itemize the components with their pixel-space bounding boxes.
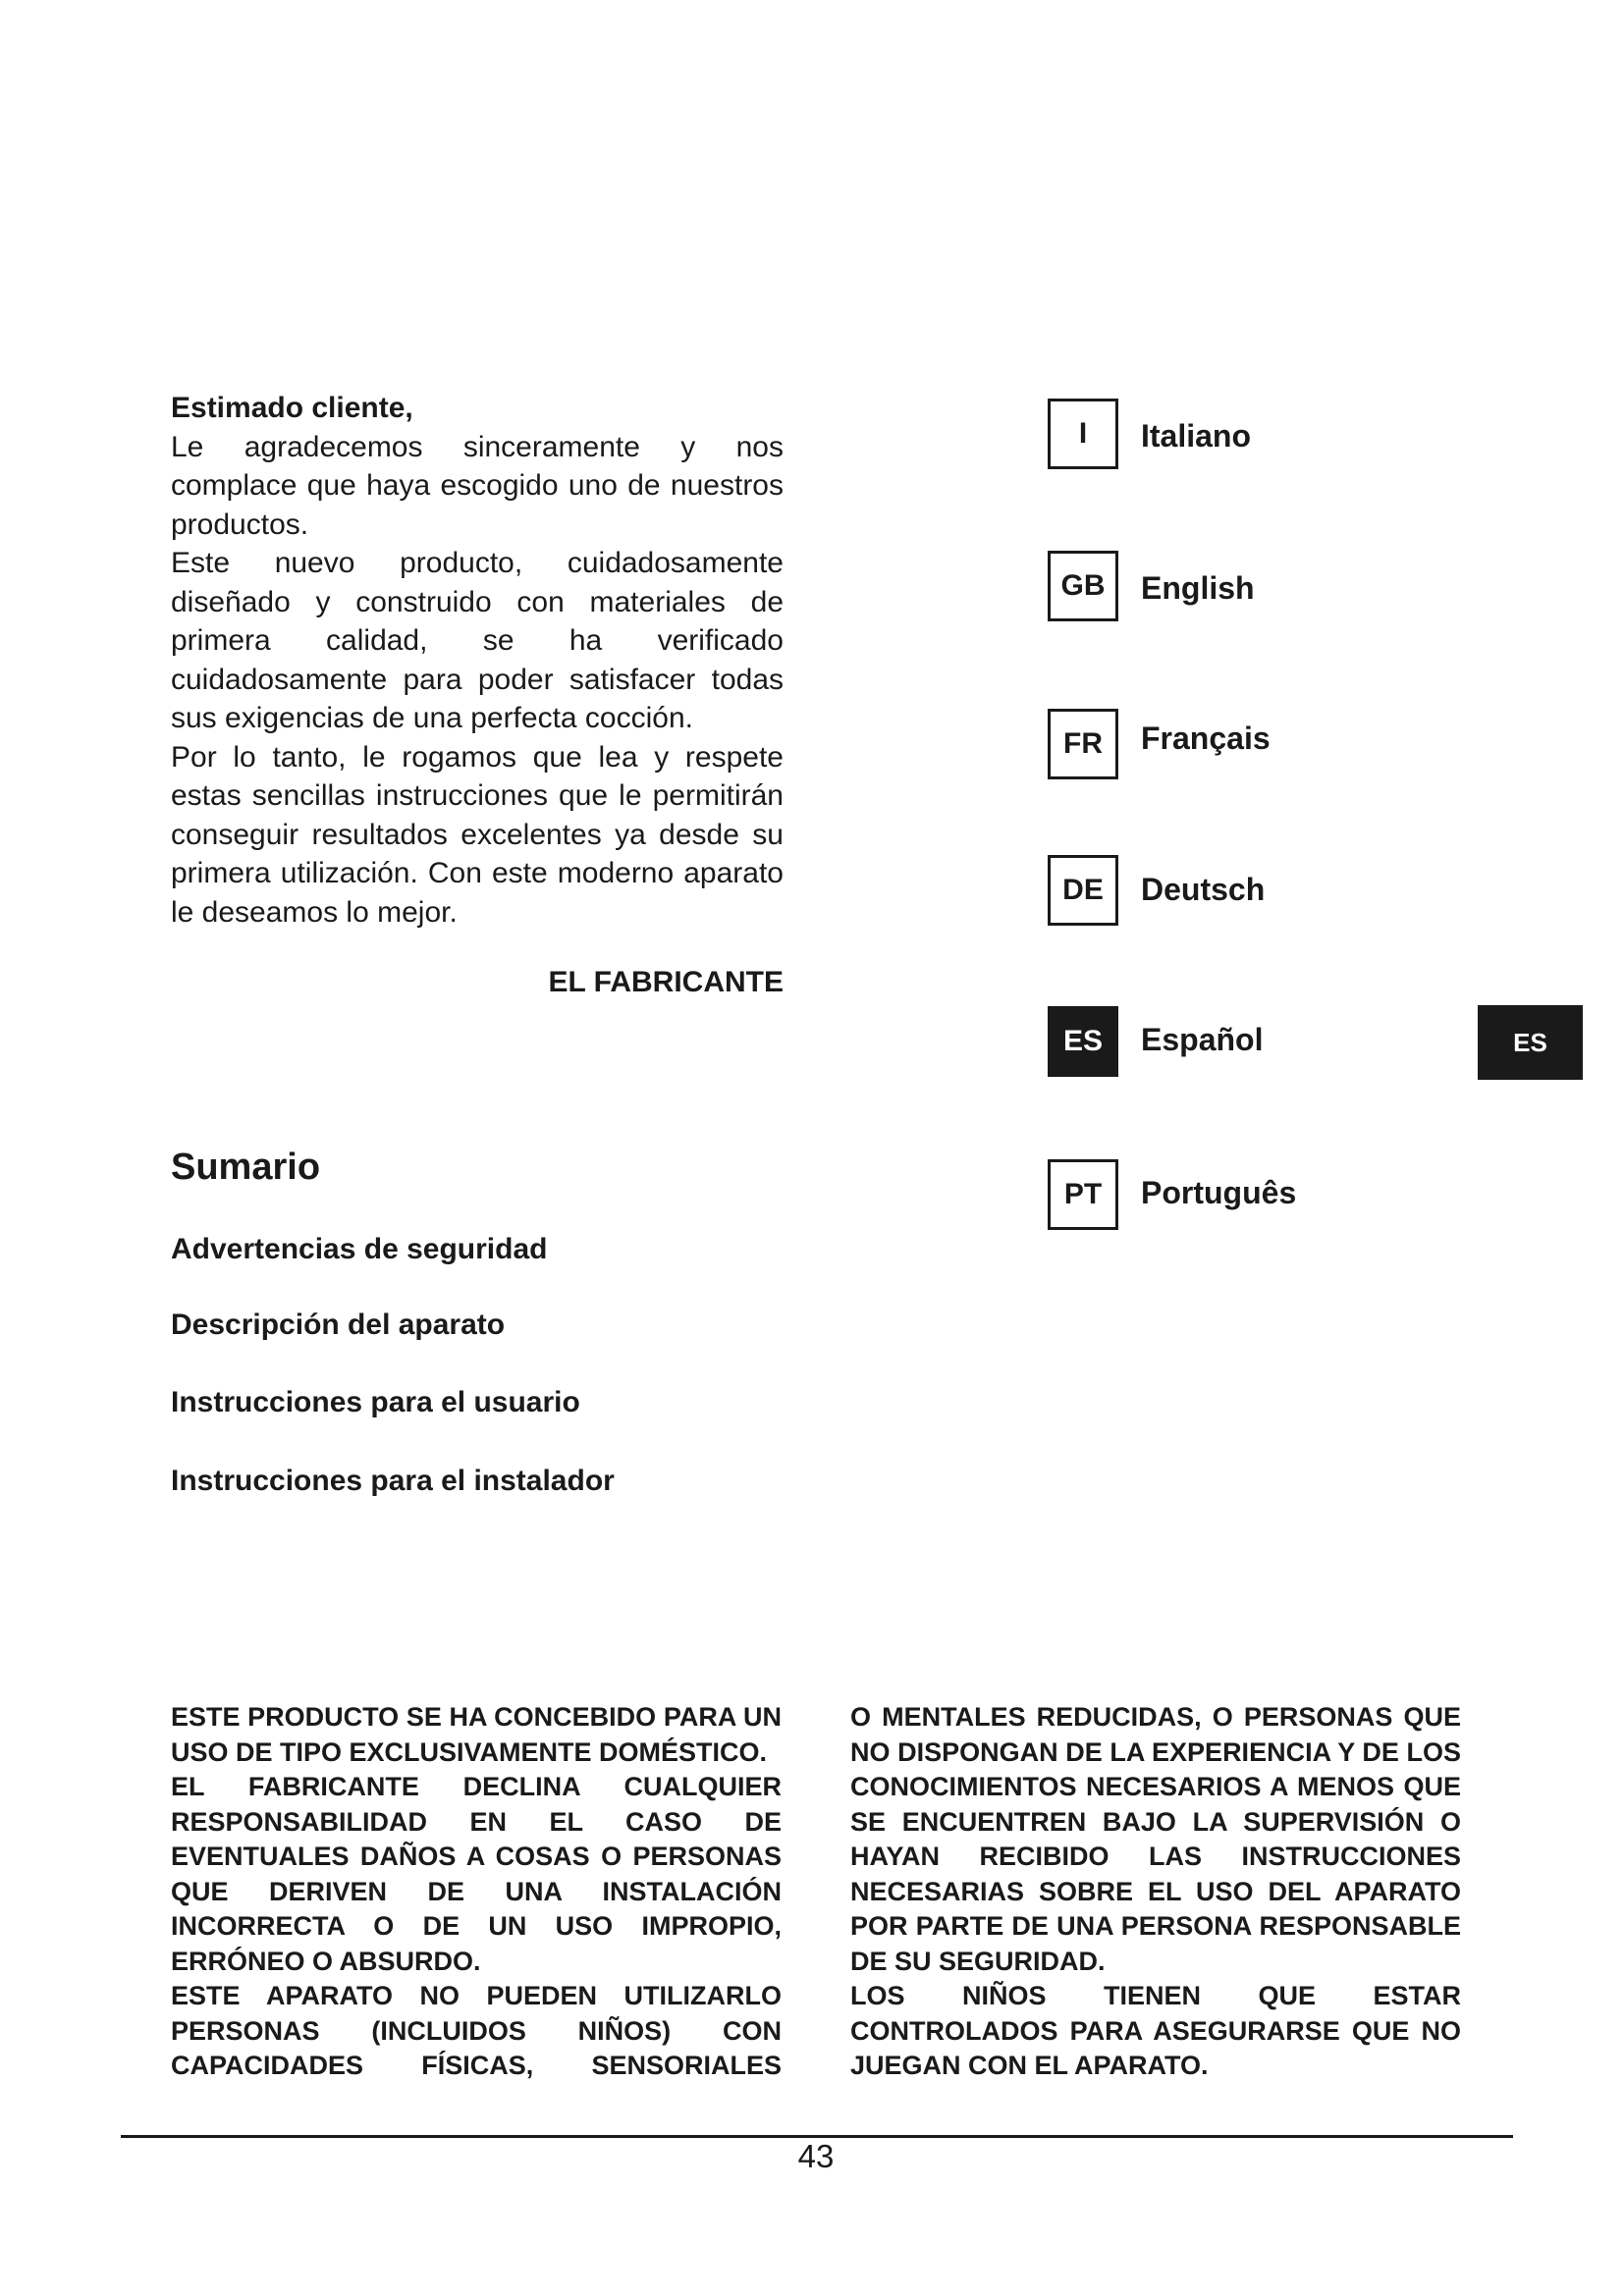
summary-item-safety[interactable]: Advertencias de seguridad (171, 1233, 548, 1265)
summary-title: Sumario (171, 1147, 321, 1188)
lang-name-fr[interactable]: Français (1141, 721, 1271, 756)
summary-item-user[interactable]: Instrucciones para el usuario (171, 1386, 580, 1418)
lang-code-es[interactable]: ES (1048, 1006, 1118, 1077)
summary-item-description[interactable]: Descripción del aparato (171, 1308, 506, 1341)
page-number: 43 (797, 2138, 835, 2174)
side-language-tab: ES (1478, 1005, 1583, 1080)
lang-name-es[interactable]: Español (1141, 1022, 1264, 1057)
intro-letter (171, 389, 784, 932)
lang-code-it[interactable]: I (1048, 399, 1118, 469)
greeting: Estimado cliente, (171, 392, 413, 424)
intro-paragraph: Este nuevo producto, cuidadosamente diseñado y construido con materiales de primera calidad, se ha verificado cuidadosamente para poder satisfacer todas sus exigencias de una perfecta cocción. (171, 547, 784, 734)
intro-paragraph: Por lo tanto, le rogamos que lea y respete estas sencillas instrucciones que le permitirán conseguir resultados excelentes ya desde su primera utilización. Con este moderno aparato le deseamos lo mejor. (171, 740, 784, 929)
signature: EL FABRICANTE (548, 966, 784, 998)
warning-paragraph: EL FABRICANTE DECLINA CUALQUIER RESPONSABILIDAD EN EL CASO DE EVENTUALES DAÑOS A COSAS O PERSONAS QUE DERIVEN DE UNA INSTALACIÓN INCORRECTA O DE UN USO IMPROPIO, ERRÓNEO O ABSURDO. (171, 1772, 782, 1976)
lang-name-de[interactable]: Deutsch (1141, 872, 1266, 907)
lang-code-gb[interactable]: GB (1048, 551, 1118, 621)
warning-paragraph: LOS NIÑOS TIENEN QUE ESTAR CONTROLADOS PARA ASEGURARSE QUE NO JUEGAN CON EL APARATO. (850, 1981, 1461, 2080)
warning-paragraph: ESTE APARATO NO PUEDEN UTILIZARLO PERSONAS (INCLUIDOS NIÑOS) CON CAPACIDADES FÍSICAS, SENSORIALES (171, 1981, 782, 2080)
lang-code-fr[interactable]: FR (1048, 709, 1118, 779)
warning-column-right (850, 1700, 1461, 2084)
lang-name-pt[interactable]: Português (1141, 1175, 1297, 1210)
lang-name-gb[interactable]: English (1141, 570, 1255, 606)
warning-paragraph: ESTE PRODUCTO SE HA CONCEBIDO PARA UN USO DE TIPO EXCLUSIVAMENTE DOMÉSTICO. (171, 1702, 782, 1767)
lang-code-pt[interactable]: PT (1048, 1159, 1118, 1230)
lang-code-de[interactable]: DE (1048, 855, 1118, 926)
lang-name-it[interactable]: Italiano (1141, 418, 1252, 454)
intro-paragraph: Le agradecemos sinceramente y nos complace que haya escogido uno de nuestros productos. (171, 430, 784, 541)
summary-item-installer[interactable]: Instrucciones para el instalador (171, 1465, 615, 1497)
warning-paragraph: O MENTALES REDUCIDAS, O PERSONAS QUE NO DISPONGAN DE LA EXPERIENCIA Y DE LOS CONOCIMIENTOS NECESARIOS A MENOS QUE SE ENCUENTREN BAJO LA SUPERVISIÓN O HAYAN RECIBIDO LAS INSTRUCCIONES NECESARIAS SOBRE EL USO DEL APARATO POR PARTE DE UNA PERSONA RESPONSABLE DE SU SEGURIDAD. (850, 1702, 1461, 1976)
warning-column-left (171, 1700, 782, 2084)
